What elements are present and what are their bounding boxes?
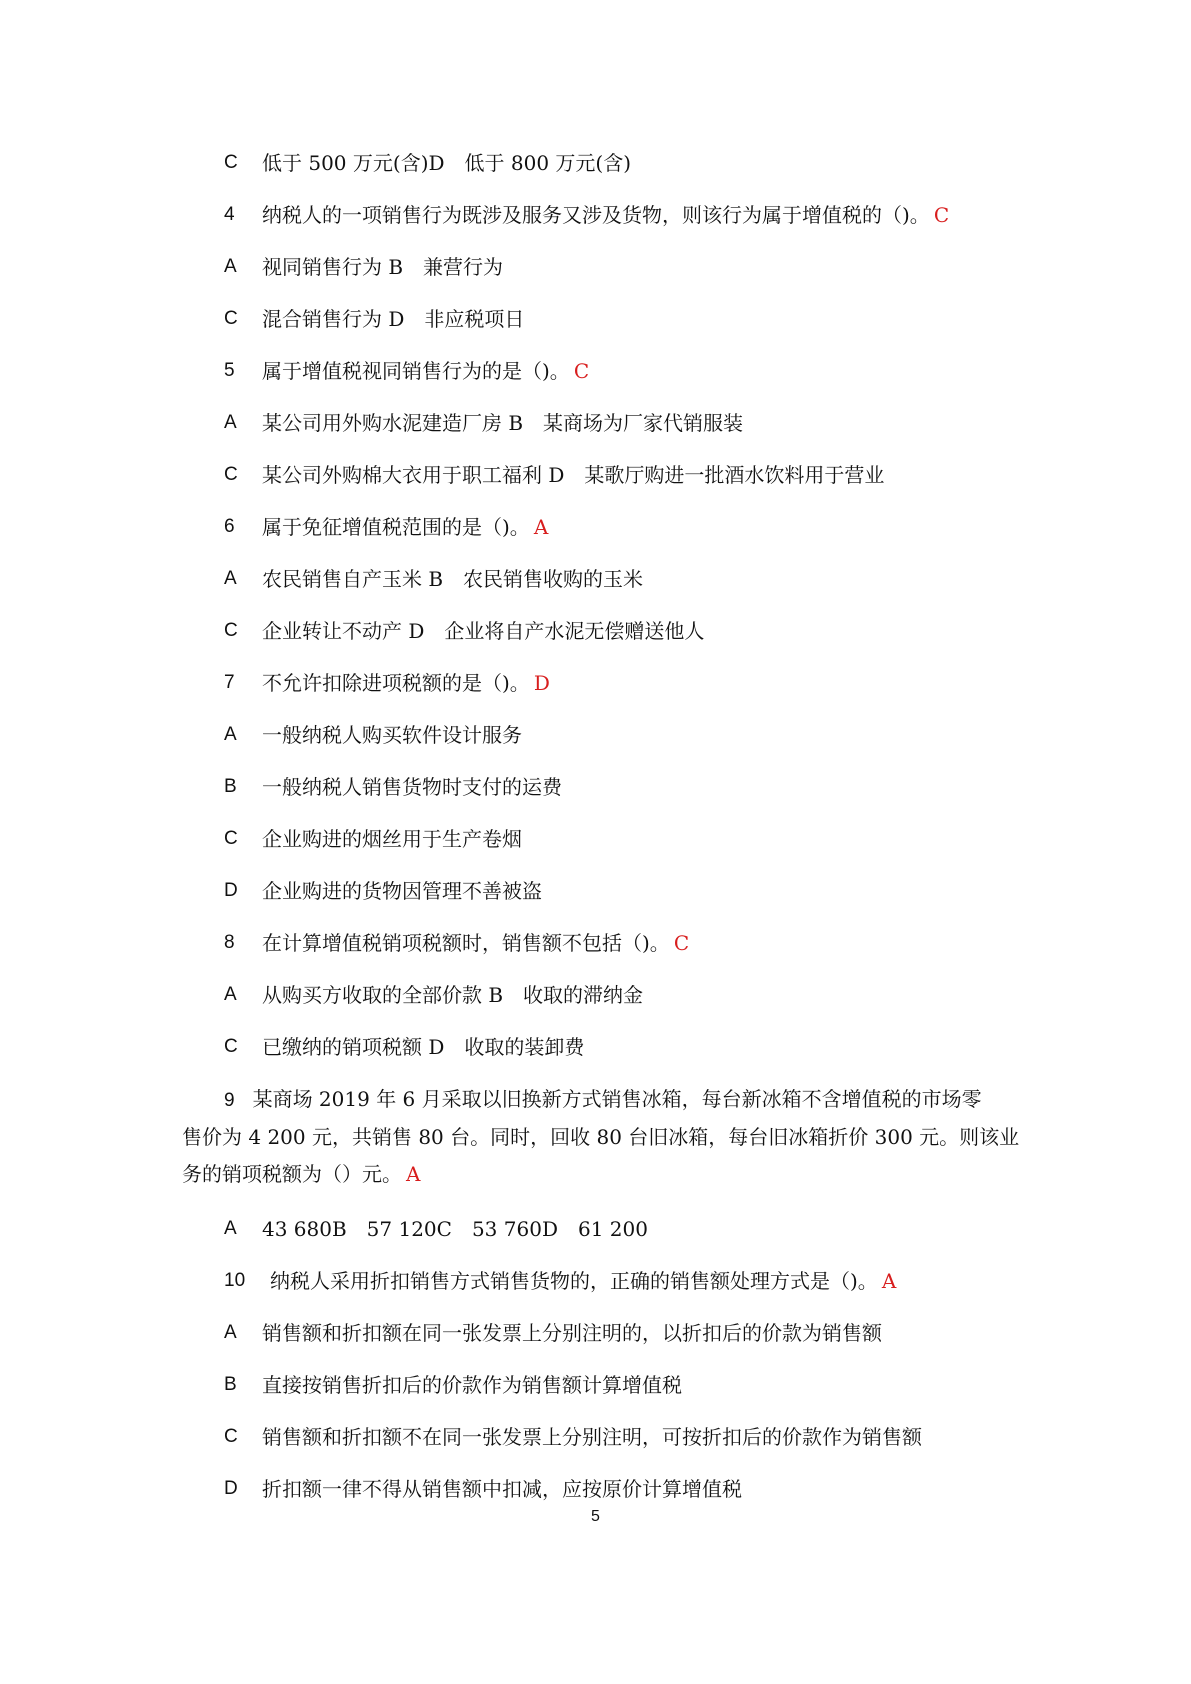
answer-key: C [933,203,950,227]
option-text: 企业转让不动产 D 企业将自产水泥无偿赠送他人 [262,619,705,643]
question-number: 9 [224,1090,235,1111]
option-label: B [224,1374,237,1395]
option-label: B [224,776,237,797]
option-label: A [224,1218,237,1239]
option-text: 从购买方收取的全部价款 B 收取的滞纳金 [262,983,644,1007]
option-label: C [224,308,238,329]
option-text: 43 680B 57 120C 53 760D 61 200 [262,1217,648,1241]
option-text: 销售额和折扣额不在同一张发票上分别注明，可按折扣后的价款作为销售额 [262,1425,922,1449]
option-label: C [224,620,238,641]
option-text: 一般纳税人购买软件设计服务 [262,723,522,747]
option-label: D [224,1478,238,1499]
page-number: 5 [591,1508,600,1525]
option-label: A [224,1322,237,1343]
option-label: C [224,464,238,485]
option-text: 企业购进的货物因管理不善被盗 [262,879,542,903]
answer-key: D [533,671,550,695]
question-text: 属于免征增值税范围的是（)。 A [262,515,549,539]
option-text: 某公司外购棉大衣用于职工福利 D 某歌厅购进一批酒水饮料用于营业 [262,463,885,487]
question-9-line-3: 务的销项税额为（）元。 A [182,1162,421,1186]
question-text: 纳税人采用折扣销售方式销售货物的，正确的销售额处理方式是（)。 A [270,1269,897,1293]
option-text: 企业购进的烟丝用于生产卷烟 [262,827,522,851]
question-number: 8 [224,932,235,953]
option-text: 直接按销售折扣后的价款作为销售额计算增值税 [262,1373,682,1397]
answer-key: A [406,1162,421,1186]
option-label: C [224,1036,238,1057]
question-text: 不允许扣除进项税额的是（)。 D [262,671,550,695]
option-text: 已缴纳的销项税额 D 收取的装卸费 [262,1035,585,1059]
question-number: 6 [224,516,235,537]
option-text: 视同销售行为 B 兼营行为 [262,255,504,279]
option-label: C [224,1426,238,1447]
answer-key: C [673,931,690,955]
option-text: 一般纳税人销售货物时支付的运费 [262,775,562,799]
option-label: A [224,256,237,277]
question-text: 在计算增值税销项税额时，销售额不包括（)。 C [262,931,690,955]
option-text: 农民销售自产玉米 B 农民销售收购的玉米 [262,567,644,591]
option-text: 某公司用外购水泥建造厂房 B 某商场为厂家代销服装 [262,411,744,435]
answer-key: C [573,359,590,383]
question-text: 纳税人的一项销售行为既涉及服务又涉及货物，则该行为属于增值税的（)。 C [262,203,950,227]
item-text: 低于 500 万元(含)D 低于 800 万元(含) [262,151,632,175]
question-number: 10 [224,1270,246,1291]
question-number: 7 [224,672,235,693]
question-9-paragraph [182,1081,1022,1193]
item-label: C [224,152,238,173]
answer-key: A [881,1269,897,1293]
answer-key: A [533,515,549,539]
option-text: 销售额和折扣额在同一张发票上分别注明的，以折扣后的价款为销售额 [262,1321,882,1345]
question-text: 属于增值税视同销售行为的是（)。 C [262,359,590,383]
question-9-line-2: 售价为 4 200 元，共销售 80 台。同时，回收 80 台旧冰箱，每台旧冰箱折价 300 元。则该业 [182,1125,1020,1149]
question-number: 5 [224,360,235,381]
question-number: 4 [224,204,235,225]
option-label: A [224,568,237,589]
option-label: D [224,880,238,901]
option-label: A [224,412,237,433]
option-label: C [224,828,238,849]
option-text: 折扣额一律不得从销售额中扣减，应按原价计算增值税 [262,1477,742,1501]
option-label: A [224,984,237,1005]
option-text: 混合销售行为 D 非应税项日 [262,307,525,331]
option-label: A [224,724,237,745]
question-9-line-1: 9 某商场 2019 年 6 月采取以旧换新方式销售冰箱，每台新冰箱不含增值税的市场零 [224,1087,982,1111]
